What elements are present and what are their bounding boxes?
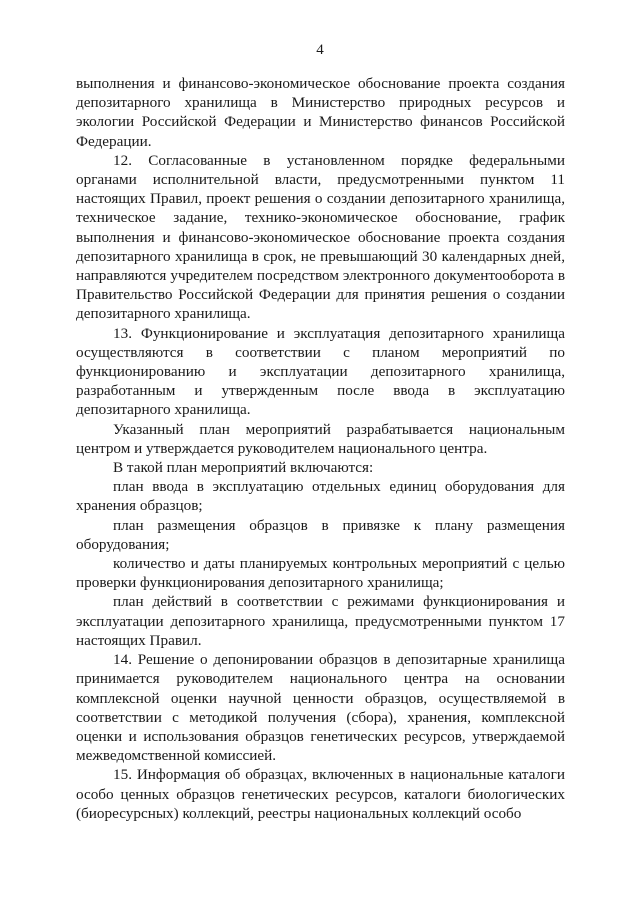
list-item-placement-plan: план размещения образцов в привязке к плану размещения оборудования; [76, 516, 565, 553]
paragraph-13-includes: В такой план мероприятий включаются: [113, 459, 374, 477]
list-item-control-events: количество и даты планируемых контрольных мероприятий с целью проверки функционирования депозитарного хранилища; [76, 555, 565, 592]
paragraph-15: 15. Информация об образцах, включенных в национальные каталоги особо ценных образцов генетических ресурсов, каталоги биологических (биоресурсных) коллекций, реестры национальных коллекций особо [76, 766, 565, 822]
list-item-action-plan: план действий в соответствии с режимами функционирования и эксплуатации депозитарного хранилища, предусмотренными пунктом 17 настоящих Правил. [76, 593, 565, 649]
paragraph-continuation-11: выполнения и финансово-экономическое обоснование проекта создания депозитарного хранилища в Министерство природных ресурсов и экологии Российской Федерации и Министерство финансов Российской Федерации. [76, 75, 565, 150]
paragraph-14: 14. Решение о депонировании образцов в депозитарные хранилища принимается руководителем национального центра на основании комплексной оценки научной ценности образцов, осуществляемой в соответствии с методикой получения (сбора), хранения, комплексной оценки и использования образцов генетических ресурсов, утверждаемой межведомственной комиссией. [76, 651, 565, 765]
paragraph-12: 12. Согласованные в установленном порядке федеральными органами исполнительной власти, предусмотренными пунктом 11 настоящих Правил, проект решения о создании депозитарного хранилища, техническое задание, технико-экономическое обоснование, график выполнения и финансово-экономическое обоснование проекта создания депозитарного хранилища в срок, не превышающий 30 календарных дней, направляются учредителем посредством электронного документооборота в Правительство Российской Федерации для принятия решения о создании депозитарного хранилища. [76, 151, 565, 323]
paragraph-13: 13. Функционирование и эксплуатация депозитарного хранилища осуществляются в соответствии с планом мероприятий по функционированию и эксплуатации депозитарного хранилища, разработанным и утвержденным после ввода в эксплуатацию депозитарного хранилища. [76, 324, 565, 419]
paragraph-13-plan: Указанный план мероприятий разрабатывается национальным центром и утверждается руководителем национального центра. [76, 420, 565, 457]
list-item-commissioning-plan: план ввода в эксплуатацию отдельных единиц оборудования для хранения образцов; [76, 478, 565, 515]
page-number: 4 [316, 42, 324, 58]
document-body [76, 74, 565, 823]
